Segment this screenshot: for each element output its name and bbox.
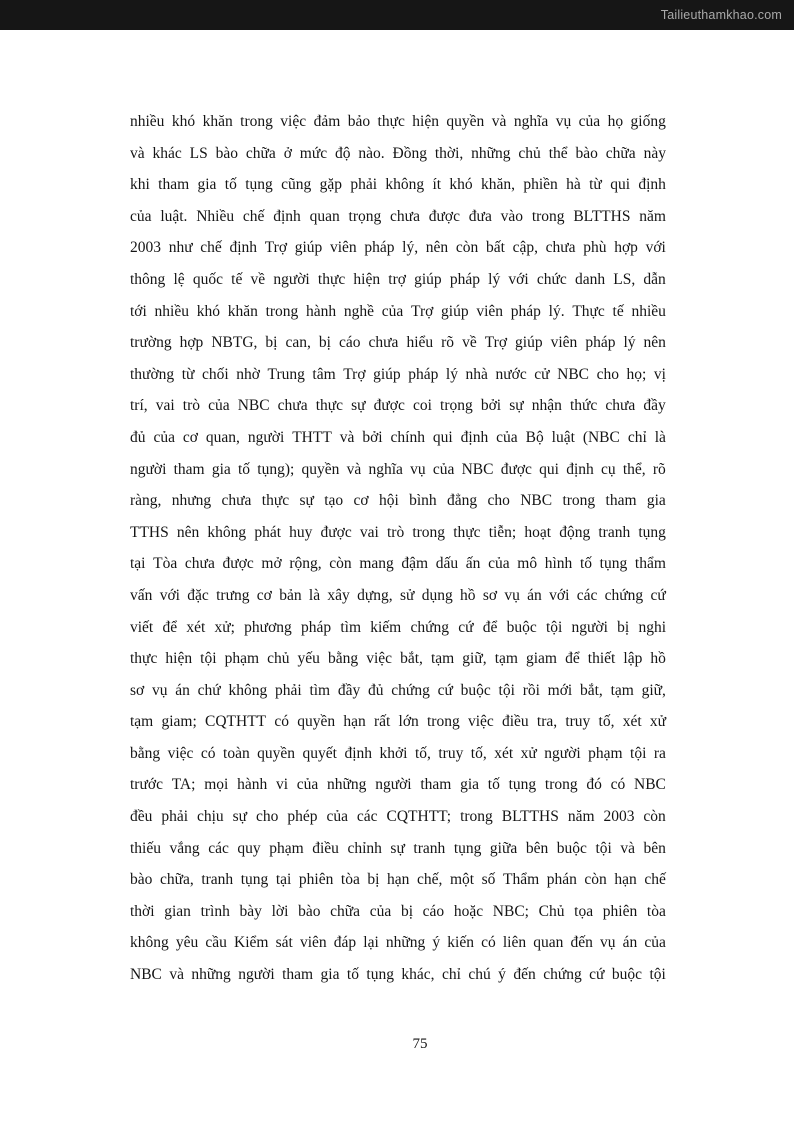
text-line: thường từ chối nhờ Trung tâm Trợ giúp pháp lý nhà nước cử NBC cho họ; vị	[130, 365, 666, 383]
text-line: thực hiện tội phạm chủ yếu bằng việc bắt, tạm giữ, tạm giam để thiết lập hồ	[130, 650, 666, 668]
text-line: tạm giam; CQTHTT có quyền hạn rất lớn trong việc điều tra, truy tố, xét xử	[130, 713, 666, 731]
text-line: trước TA; mọi hành vi của những người tham gia tố tụng trong đó có NBC	[130, 776, 666, 794]
text-line: không yêu cầu Kiểm sát viên đáp lại những ý kiến có liên quan đến vụ án của	[130, 934, 666, 952]
text-line: thời gian trình bày lời bào chữa của bị cáo hoặc NBC; Chủ tọa phiên tòa	[130, 902, 666, 920]
text-line: ràng, nhưng chưa thực sự tạo cơ hội bình đẳng cho NBC trong tham gia	[130, 492, 666, 510]
text-line: đều phải chịu sự cho phép của các CQTHTT; trong BLTTHS năm 2003 còn	[130, 808, 666, 826]
text-line: thiếu vắng các quy phạm điều chỉnh sự tranh tụng giữa bên buộc tội và bên	[130, 839, 666, 857]
text-line: tại Tòa chưa được mở rộng, còn mang đậm dấu ấn của mô hình tố tụng thẩm	[130, 555, 666, 573]
text-line: trí, vai trò của NBC chưa thực sự được coi trọng bởi sự nhận thức chưa đầy	[130, 397, 666, 415]
text-line: thông lệ quốc tế về người thực hiện trợ giúp pháp lý với chức danh LS, dẫn	[130, 270, 666, 288]
text-line: 2003 như chế định Trợ giúp viên pháp lý, nên còn bất cập, chưa phù hợp với	[130, 239, 666, 257]
watermark-text: Tailieuthamkhao.com	[660, 8, 782, 22]
text-line: và khác LS bào chữa ở mức độ nào. Đồng thời, những chủ thể bào chữa này	[130, 144, 666, 162]
text-line: viết để xét xử; phương pháp tìm kiếm chứng cứ để buộc tội người bị nghi	[130, 618, 666, 636]
page-number: 75	[412, 1036, 428, 1052]
watermark-bar	[0, 0, 794, 30]
paragraph	[130, 106, 666, 991]
text-line: tới nhiều khó khăn trong hành nghề của Trợ giúp viên pháp lý. Thực tế nhiều	[130, 302, 666, 320]
text-line: khi tham gia tố tụng cũng gặp phải không ít khó khăn, phiền hà từ qui định	[130, 176, 666, 194]
text-line: TTHS nên không phát huy được vai trò trong thực tiễn; hoạt động tranh tụng	[130, 523, 666, 541]
text-line: sơ vụ án chứ không phải tìm đầy đủ chứng cứ buộc tội rồi mới bắt, tạm giữ,	[130, 681, 666, 699]
text-line: người tham gia tố tụng); quyền và nghĩa vụ của NBC được qui định cụ thể, rõ	[130, 460, 666, 478]
text-line: NBC và những người tham gia tố tụng khác, chỉ chú ý đến chứng cứ buộc tội	[130, 966, 666, 984]
text-line: của luật. Nhiều chế định quan trọng chưa được đưa vào trong BLTTHS năm	[130, 207, 666, 225]
page-body	[130, 106, 666, 991]
text-line: bằng việc có toàn quyền quyết định khởi tố, truy tố, xét xử người phạm tội ra	[130, 744, 666, 762]
text-line: bào chữa, tranh tụng tại phiên tòa bị hạn chế, một số Thẩm phán còn hạn chế	[130, 871, 666, 889]
text-line: vấn với đặc trưng cơ bản là xây dựng, sử dụng hồ sơ vụ án với các chứng cứ	[130, 586, 666, 604]
text-line: trường hợp NBTG, bị can, bị cáo chưa hiểu rõ về Trợ giúp viên pháp lý nên	[130, 334, 666, 352]
text-line: đủ của cơ quan, người THTT và bởi chính qui định của Bộ luật (NBC chỉ là	[130, 428, 666, 446]
text-line: nhiều khó khăn trong việc đảm bảo thực hiện quyền và nghĩa vụ của họ giống	[130, 113, 666, 130]
